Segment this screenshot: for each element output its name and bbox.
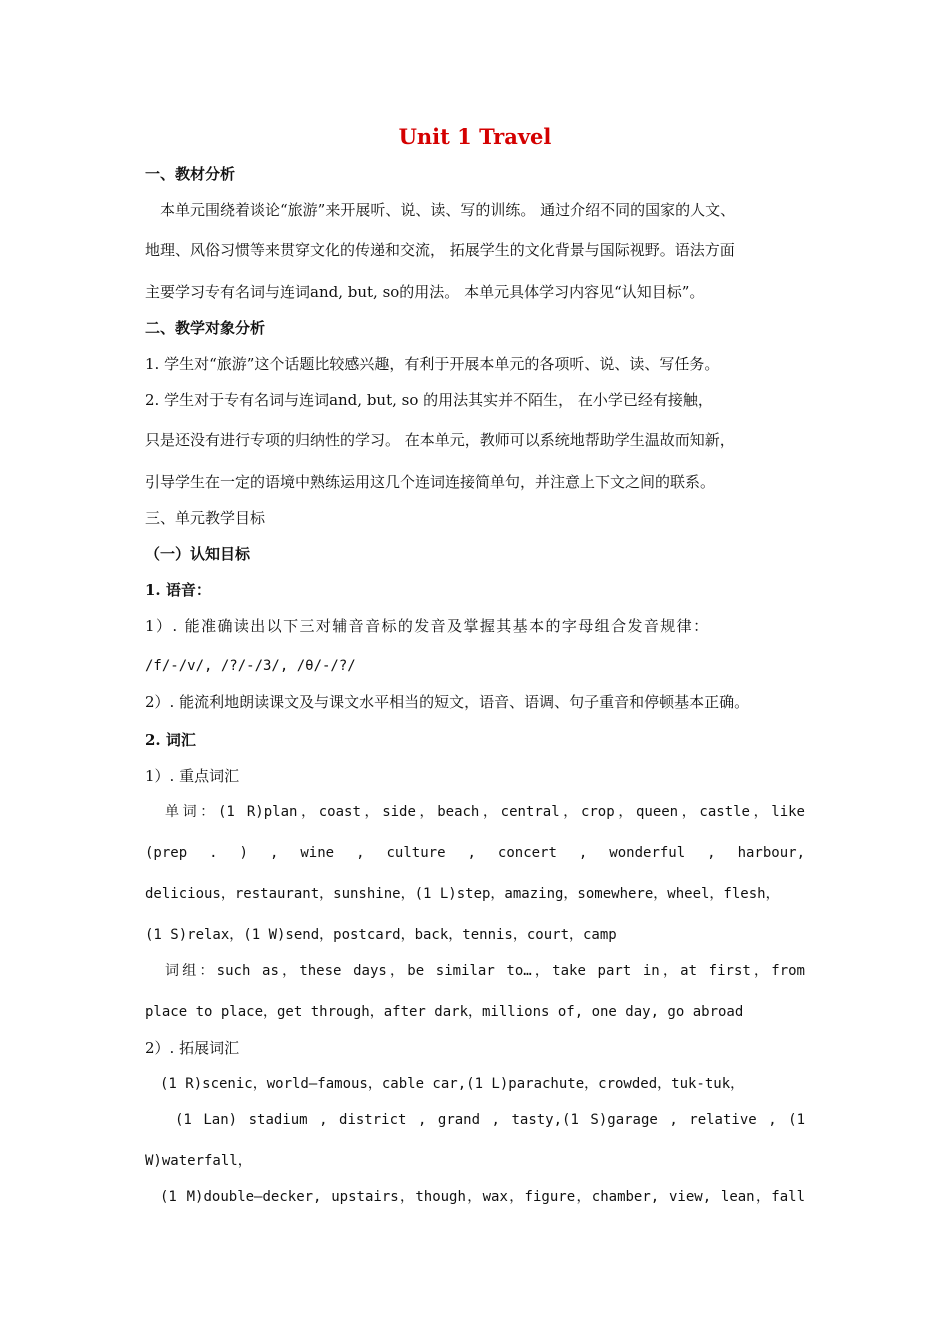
vocab-line: place to place，get through，after dark，millions of, one day, go abroad bbox=[145, 1004, 744, 1020]
vocab-line: W)waterfall， bbox=[145, 1153, 252, 1169]
list-item: 1）. 能准确读出以下三对辅音音标的发音及掌握其基本的字母组合发音规律： bbox=[145, 617, 710, 635]
vocab-line: (1 S)relax，(1 W)send，postcard，back，tennis，court，camp bbox=[145, 927, 617, 943]
paragraph-line: 引导学生在一定的语境中熟练运用这几个连词连接简单句，并注意上下文之间的联系。 bbox=[145, 473, 716, 491]
paragraph-line: 1. 学生对“旅游”这个话题比较感兴趣，有利于开展本单元的各项听、说、读、写任务。 bbox=[145, 355, 720, 373]
vocab-line: 词组：such as，these days，be similar to…，take part in，at first，from bbox=[165, 963, 805, 979]
page-title: Unit 1 Travel bbox=[398, 124, 552, 149]
vocab-line: (1 R)scenic，world—famous，cable car,(1 L)parachute，crowded，tuk-tuk， bbox=[160, 1076, 745, 1092]
item-heading-vocabulary: 2. 词汇 bbox=[145, 731, 196, 749]
section-heading-student-analysis: 二、教学对象分析 bbox=[145, 319, 266, 337]
section-heading-unit-objectives: 三、单元教学目标 bbox=[145, 509, 266, 527]
item-heading-phonetics: 1. 语音： bbox=[145, 581, 211, 599]
vocab-line: 单词：(1 R)plan，coast，side，beach，central，crop，queen，castle，like bbox=[165, 804, 805, 820]
list-item: 2）. 能流利地朗读课文及与课文水平相当的短文，语音、语调、句子重音和停顿基本正确。 bbox=[145, 693, 750, 711]
subsection-heading-cognitive: （一）认知目标 bbox=[145, 545, 251, 563]
paragraph-line: 2. 学生对于专有名词与连词and, but, so 的用法其实并不陌生， 在小学已经有接触， bbox=[145, 391, 713, 409]
vocab-line: delicious，restaurant，sunshine，(1 L)step，amazing，somewhere，wheel，flesh， bbox=[145, 886, 780, 902]
vocab-line: (prep . ) , wine , culture , concert , wonderful , harbour, bbox=[145, 845, 805, 861]
vocab-line: (1 M)double—decker, upstairs，though，wax，figure，chamber, view, lean，fall bbox=[160, 1189, 805, 1205]
list-item: 1）. 重点词汇 bbox=[145, 767, 240, 785]
paragraph-line: 只是还没有进行专项的归纳性的学习。 在本单元，教师可以系统地帮助学生温故而知新， bbox=[145, 431, 735, 449]
paragraph-line: 主要学习专有名词与连词and, but, so的用法。 本单元具体学习内容见“认知目标”。 bbox=[145, 283, 705, 301]
paragraph-line: 地理、风俗习惯等来贯穿文化的传递和交流， 拓展学生的文化背景与国际视野。语法方面 bbox=[145, 241, 735, 259]
paragraph-line: 本单元围绕着谈论“旅游”来开展听、说、读、写的训练。 通过介绍不同的国家的人文、 bbox=[160, 201, 736, 219]
section-heading-textbook-analysis: 一、教材分析 bbox=[145, 165, 236, 183]
list-item: /f/-/v/, /?/-/3/, /θ/-/?/ bbox=[145, 658, 356, 674]
vocab-line: (1 Lan) stadium , district , grand , tasty,(1 S)garage , relative , (1 bbox=[175, 1112, 805, 1128]
list-item: 2）. 拓展词汇 bbox=[145, 1039, 240, 1057]
